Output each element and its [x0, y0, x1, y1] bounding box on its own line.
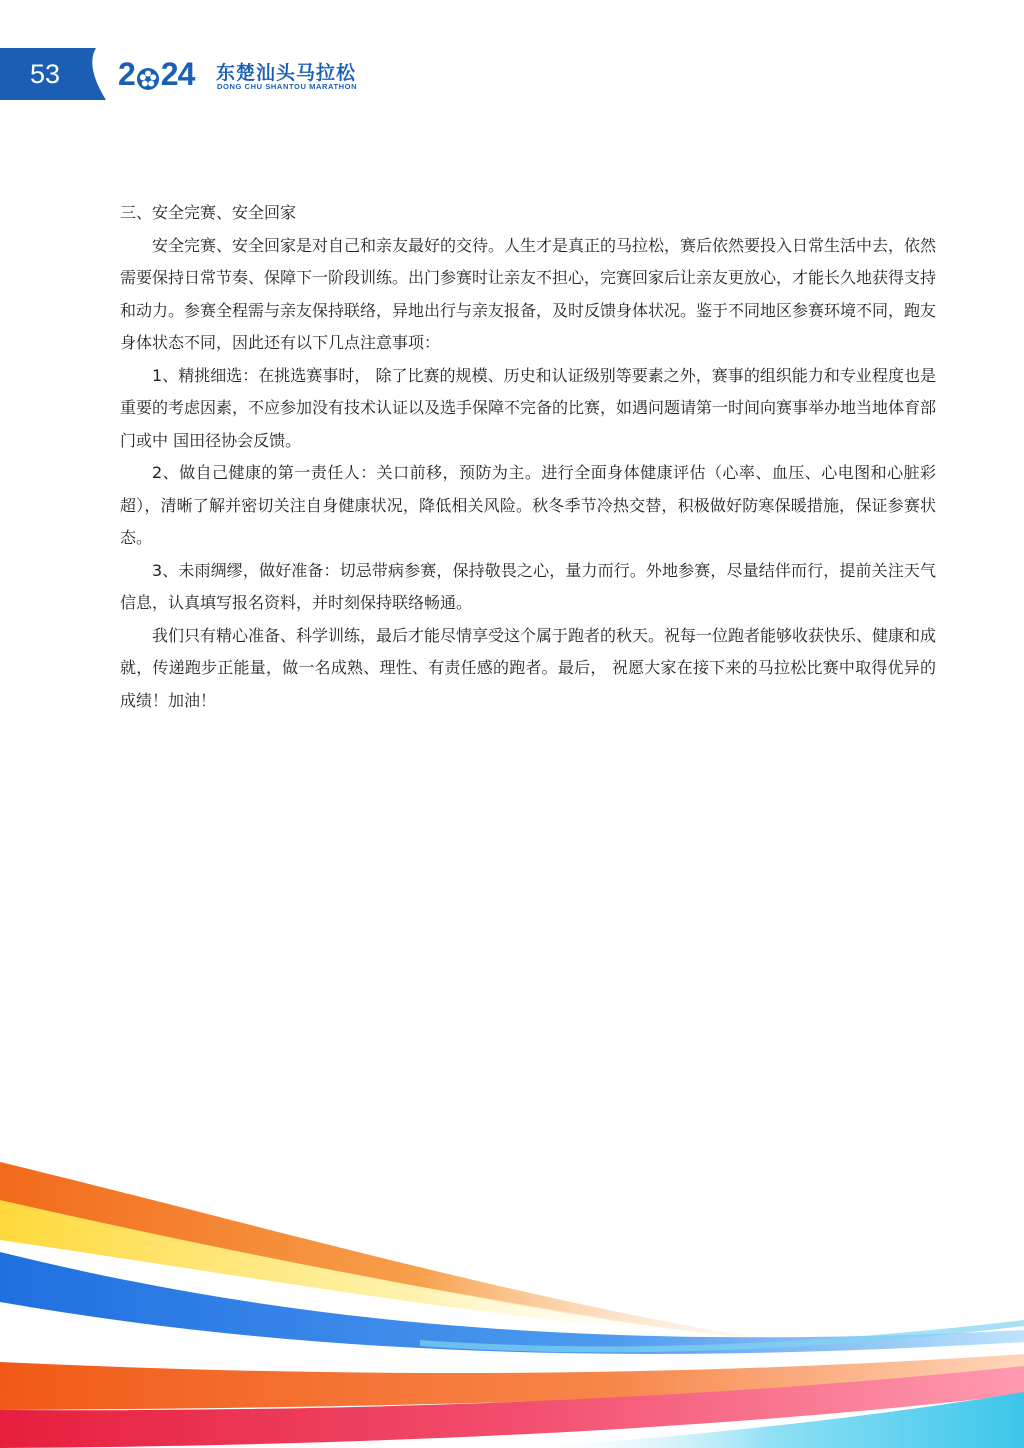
logo-year-digits-24: 24 [160, 55, 195, 92]
paragraph-item-2: 2、做自己健康的第一责任人：关口前移，预防为主。进行全面身体健康评估（心率、血压、心电图和心脏彩超），清晰了解并密切关注自身健康状况，降低相关风险。秋冬季节冷热交替，积极做好防寒保暖措施，保证参赛状态。 [120, 463, 936, 547]
decorative-ribbons [0, 1140, 1024, 1448]
page-number: 53 [29, 59, 61, 89]
page-number-tab [0, 48, 108, 100]
paragraph-item-3: 3、未雨绸缪，做好准备：切忌带病参赛，保持敬畏之心，量力而行。外地参赛，尽量结伴而行，提前关注天气信息，认真填写报名资料，并时刻保持联络畅通。 [120, 560, 936, 612]
flower-emblem-icon [136, 62, 160, 86]
event-logo [118, 56, 418, 96]
logo-title-cn: 东楚汕头马拉松 [216, 62, 357, 84]
paragraph-item-1: 1、精挑细选：在挑选赛事时， 除了比赛的规模、历史和认证级别等要素之外，赛事的组织能力和专业程度也是重要的考虑因素，不应参加没有技术认证以及选手保障不完备的比赛，如遇问题请第一时间向赛事举办地当地体育部门或中 国田径协会反馈。 [120, 365, 937, 450]
logo-year-digit-2: 2 [118, 55, 135, 92]
logo-title-en: DONG CHU SHANTOU MARATHON [217, 82, 358, 91]
article-body [120, 197, 936, 717]
section-heading: 三、安全完赛、安全回家 [120, 203, 297, 222]
paragraph-closing: 我们只有精心准备、科学训练，最后才能尽情享受这个属于跑者的秋天。祝每一位跑者能够收获快乐、健康和成就，传递跑步正能量，做一名成熟、理性、有责任感的跑者。最后， 祝愿大家在接下来的马拉松比赛中取得优异的成绩！加油！ [120, 625, 937, 710]
logo-year [118, 56, 194, 92]
paragraph-intro: 安全完赛、安全回家是对自己和亲友最好的交待。人生才是真正的马拉松，赛后依然要投入日常生活中去，依然需要保持日常节奏、保障下一阶段训练。出门参赛时让亲友不担心，完赛回家后让亲友更放心，才能长久地获得支持和动力。参赛全程需与亲友保持联络，异地出行与亲友报备，及时反馈身体状况。鉴于不同地区参赛环境不同，跑友身体状态不同，因此还有以下几点注意事项： [120, 235, 937, 352]
